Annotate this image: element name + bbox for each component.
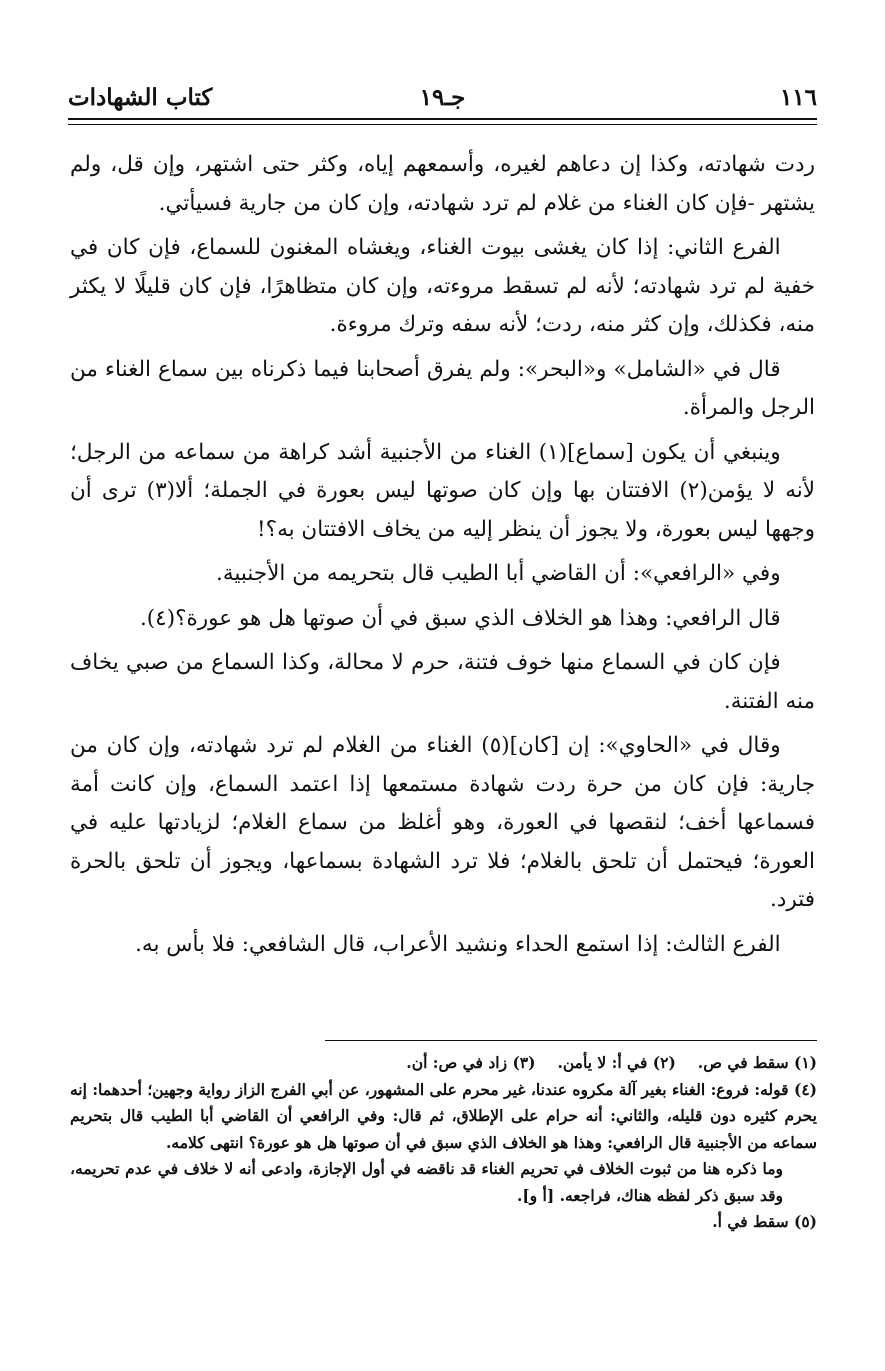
footnote-2: (٢) في أ: لا يأمن. <box>557 1053 676 1072</box>
footnote-separator <box>325 1040 817 1041</box>
footnotes <box>70 1050 817 1236</box>
footnote-3: (٣) زاد في ص: أن. <box>406 1053 536 1072</box>
header-rule-thick <box>68 118 817 120</box>
footnote-row <box>70 1050 817 1077</box>
volume-label: جـ١٩ <box>419 84 466 111</box>
body-paragraph: الفرع الثالث: إذا استمع الحداء ونشيد الأعراب، قال الشافعي: فلا بأس به. <box>135 931 781 957</box>
body-paragraph: قال الرافعي: وهذا هو الخلاف الذي سبق في أن صوتها هل هو عورة؟(٤). <box>139 605 781 631</box>
body-paragraph: وقال في «الحاوي»: إن [كان](٥) الغناء من الغلام لم ترد شهادته، وإن كان من جارية: فإن كان من حرة ردت شهادة مستمعها إذا اعتمد السماع، وإن كانت أمة فسماعها أخف؛ لنقصها في العورة، وهو أغلظ من سماع الغلام؛ لزيادتها عليه في العورة؛ فيحتمل أن تلحق بالغلام؛ فلا ترد الشهادة بسماعها، ويجوز أن تلحق بالحرة فترد. <box>70 733 815 912</box>
page-header <box>68 78 817 118</box>
body-paragraph: الفرع الثاني: إذا كان يغشى بيوت الغناء، ويغشاه المغنون للسماع، فإن كان في خفية لم ترد شهادته؛ لأنه لم تسقط مروءته، وإن كان متظاهرًا، فإن كان قليلًا لا يكثر منه، فكذلك، وإن كثر منه، ردت؛ لأنه سفه وترك مروءة. <box>70 235 815 337</box>
body-paragraph: فإن كان في السماع منها خوف فتنة، حرم لا محالة، وكذا السماع من صبي يخاف منه الفتنة. <box>70 650 815 714</box>
main-text <box>70 146 815 970</box>
body-paragraph: ردت شهادته، وكذا إن دعاهم لغيره، وأسمعهم إياه، وكثر حتى اشتهر، وإن قل، ولم يشتهر -فإن كان الغناء من غلام لم ترد شهادته، وإن كان من جارية فسيأتي. <box>70 152 815 216</box>
footnote-4-continued: وما ذكره هنا من ثبوت الخلاف في تحريم الغناء قد ناقضه في أول الإجازة، وادعى أنه لا خلاف في عدم تحريمه، وقد سبق ذكر لفظه هناك، فراجعه. [أ و]. <box>70 1159 783 1205</box>
body-paragraph: وفي «الرافعي»: أن القاضي أبا الطيب قال بتحريمه من الأجنبية. <box>216 561 781 586</box>
footnote-1: (١) سقط في ص. <box>697 1053 817 1072</box>
footnote-4: (٤) قوله: فروع: الغناء بغير آلة مكروه عندنا، غير محرم على المشهور، عن أبي الفرج الزاز رواية وجهين؛ أحدهما: إنه يحرم كثيره دون قليله، والثاني: أنه حرام على الإطلاق، ثم قال: وفي الرافعي أن القاضي أبا الطيب قال بتحريم سماعه من الأجنبية قال الرافعي: وهذا هو الخلاف الذي سبق في أن صوتها هل هو عورة؟ انتهى كلامه. <box>70 1079 817 1152</box>
header-rule-thin <box>68 124 817 125</box>
footnote-5: (٥) سقط في أ. <box>712 1212 817 1231</box>
book-title: كتاب الشهادات <box>68 84 213 111</box>
body-paragraph: وينبغي أن يكون [سماع](١) الغناء من الأجنبية أشد كراهة من سماعه من الرجل؛ لأنه لا يؤمن(٢) الافتتان بها وإن كان صوتها ليس بعورة في الجملة؛ ألا(٣) ترى أن وجهها ليس بعورة، ولا يجوز أن ينظر إليه من يخاف الافتتان به؟! <box>70 439 815 542</box>
page-number: ١١٦ <box>779 84 817 111</box>
body-paragraph: قال في «الشامل» و«البحر»: ولم يفرق أصحابنا فيما ذكرناه بين سماع الغناء من الرجل والمرأة. <box>70 356 815 420</box>
